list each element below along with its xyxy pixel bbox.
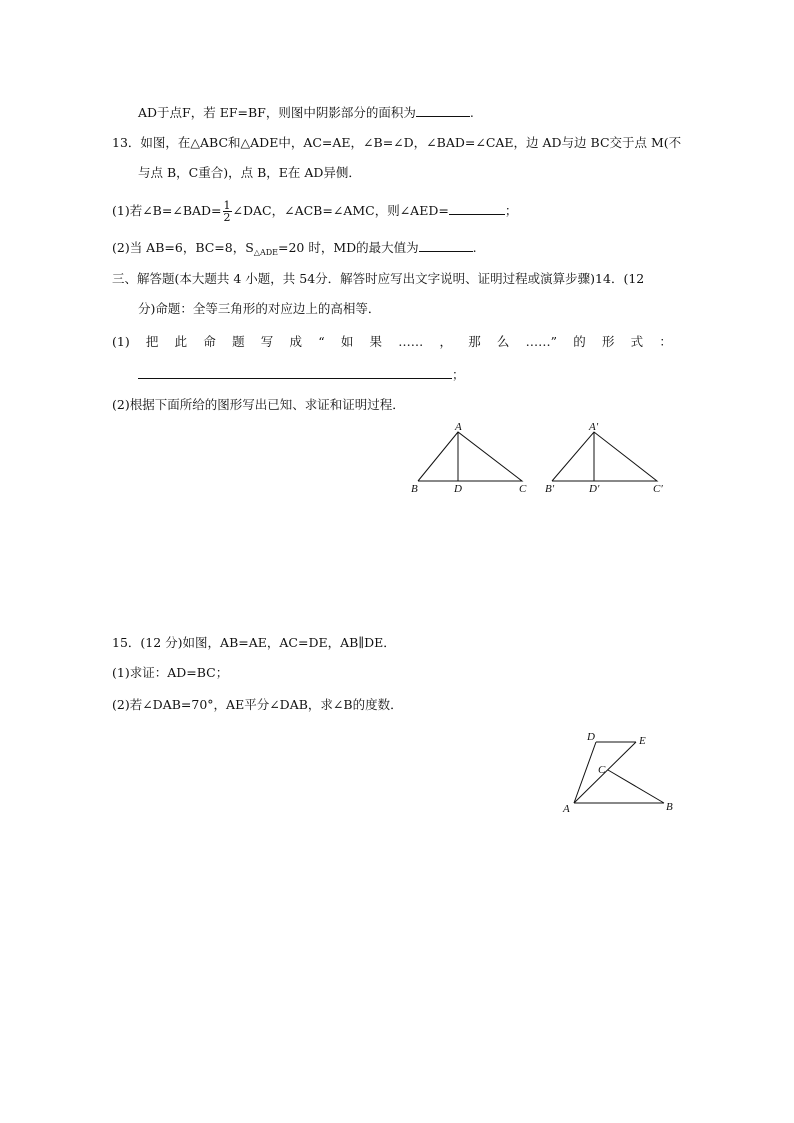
q14-proposition: 分)命题：全等三角形的对应边上的高相等． — [138, 301, 381, 316]
q13-p2-post: =20 时，MD的最大值为 — [277, 240, 419, 255]
segment-da — [574, 742, 596, 803]
q14-p1-token: 如 — [340, 334, 354, 349]
q14-p1-token: ： — [659, 334, 672, 349]
q12-tail-text: AD于点F，若 EF=BF，则图中阴影部分的面积为 — [138, 105, 416, 120]
fraction-numerator: 1 — [223, 199, 231, 212]
q15-line1: 15．(12 分)如图，AB=AE，AC=DE，AB∥DE． — [112, 635, 396, 650]
q14-part1 — [112, 333, 672, 351]
q15-geometry-figure — [0, 728, 794, 828]
q14-p1-token: 命 — [203, 334, 216, 349]
label-a-prime: A′ — [589, 421, 599, 433]
q14-p1-token: 果 — [369, 334, 383, 349]
q14-p1-end: ； — [452, 367, 465, 382]
q13-p1-pre: (1)若∠B=∠BAD= — [112, 203, 222, 218]
q14-p1-token: 的 — [573, 334, 586, 349]
q14-p1-token: 成 — [289, 334, 303, 349]
label-b: B — [411, 483, 418, 495]
q13-p2-end: . — [472, 240, 477, 255]
q14-p1-answer-blank[interactable] — [138, 366, 452, 379]
q13-p2-answer-blank[interactable] — [419, 239, 473, 252]
q15-part1: (1)求证：AD=BC； — [112, 665, 229, 680]
label-d: D — [454, 483, 462, 495]
q12-answer-blank[interactable] — [416, 104, 470, 117]
q13-line2: 与点 B，C重合)，点 B，E在 AD异侧． — [138, 165, 361, 180]
q14-p1-token: 式 — [630, 334, 644, 349]
area-subscript: △ADE — [253, 248, 278, 257]
q12-tail — [138, 104, 474, 122]
triangle-abc-prime-figure — [552, 432, 657, 481]
q14-p1-token: …… — [398, 334, 424, 349]
q13-part2 — [112, 239, 477, 262]
q15-part2: (2)若∠DAB=70°，AE平分∠DAB，求∠B的度数． — [112, 697, 403, 712]
q14-p1-token: ……” — [525, 334, 558, 349]
q13-p1-end: ； — [504, 203, 518, 218]
label-a: A — [455, 421, 462, 433]
label-d: D — [587, 731, 595, 743]
q13-p1-answer-blank[interactable] — [449, 202, 505, 215]
segment-cb — [608, 770, 664, 803]
q13-p1-post: ∠DAC，∠ACB=∠AMC，则∠AED= — [232, 203, 449, 218]
label-b: B — [666, 801, 673, 813]
section3-heading: 三、解答题(本大题共 4 小题，共 54分．解答时应写出文字说明、证明过程或演算步骤)14．(12 — [112, 271, 645, 286]
q13-part1 — [112, 200, 517, 223]
fraction-denominator: 2 — [223, 211, 231, 224]
one-half-fraction — [223, 200, 232, 223]
q13-p2-pre: (2)当 AB=6，BC=8，S — [112, 240, 254, 255]
q14-p1-token: ， — [439, 334, 452, 349]
q14-p1-answer-line — [138, 366, 465, 384]
triangle-abc-prime — [552, 432, 657, 481]
label-d-prime: D′ — [589, 483, 600, 495]
label-e: E — [639, 735, 646, 747]
triangle-abc — [418, 432, 522, 481]
q14-p1-token: 把 — [145, 334, 159, 349]
q14-triangle-figures — [0, 420, 794, 520]
q14-part2: (2)根据下面所给的图形写出已知、求证和证明过程． — [112, 397, 405, 412]
q14-p1-token: (1) — [112, 334, 130, 349]
q13-line1: 13．如图，在△ABC和△ADE中，AC=AE，∠B=∠D，∠BAD=∠CAE，边 AD与边 BC交于点 M(不 — [112, 135, 682, 150]
label-b-prime: B′ — [545, 483, 555, 495]
q14-p1-token: “ — [318, 334, 325, 349]
q14-p1-token: 此 — [174, 334, 188, 349]
q14-p1-token: 么 — [496, 334, 510, 349]
q14-p1-token: 形 — [601, 334, 615, 349]
label-c: C — [519, 483, 527, 495]
triangle-abc-figure — [418, 432, 522, 481]
q14-p1-token: 写 — [260, 334, 274, 349]
label-a: A — [563, 803, 570, 815]
q12-tail-end: . — [469, 105, 474, 120]
q14-p1-token: 那 — [468, 334, 481, 349]
q14-p1-token: 题 — [232, 334, 245, 349]
label-c: C — [598, 764, 606, 776]
label-c-prime: C′ — [653, 483, 663, 495]
